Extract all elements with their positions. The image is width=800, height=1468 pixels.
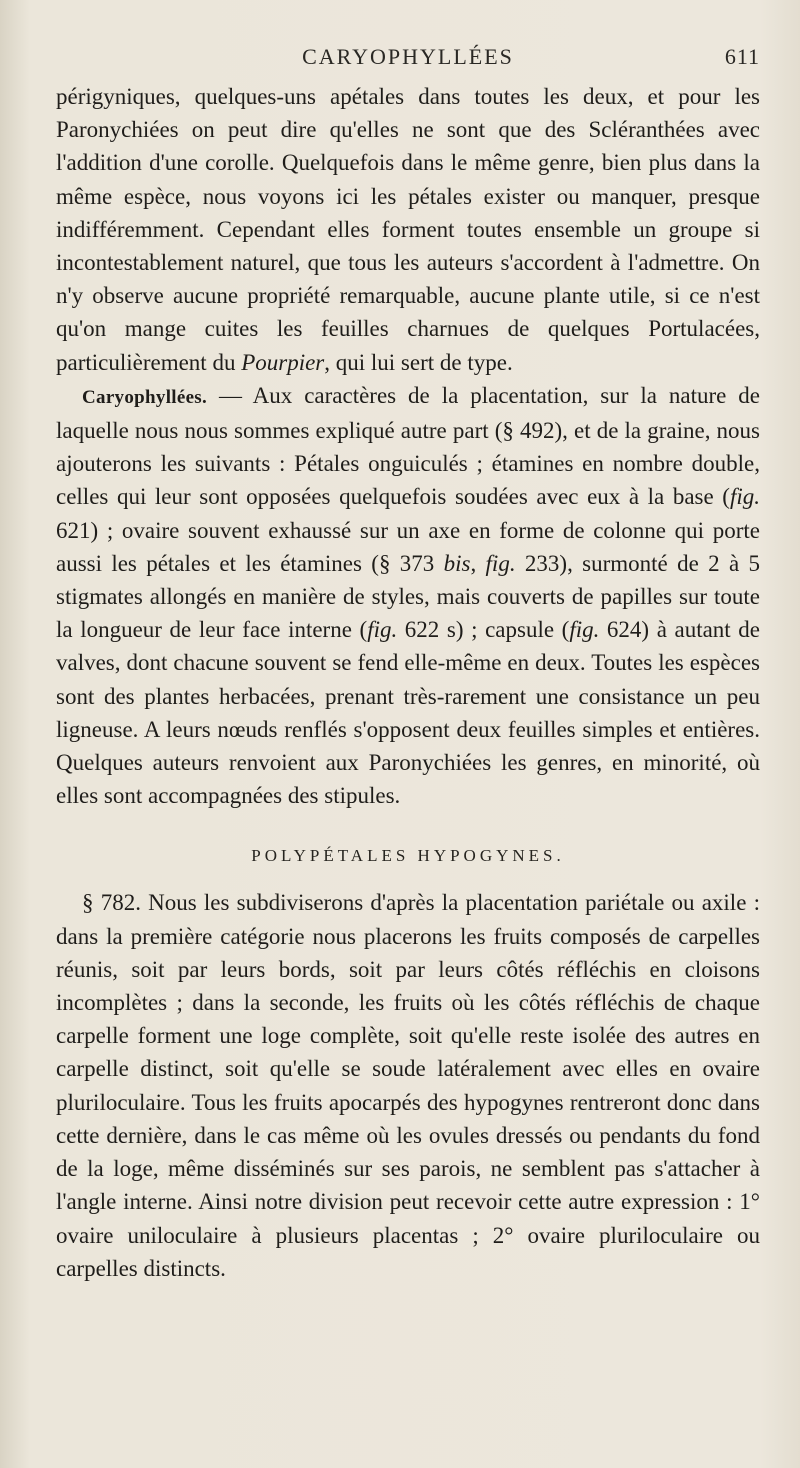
paragraph-2-text-a: — Aux caractères de la placentation, sur la nature de laquelle nous nous sommes expliqué autre part (§ 492), et de la graine, nous ajouterons les suivants : Pétales onguiculés ; étamines en nombre double, celles qui leur sont opposées quelquefois soudées avec eux à la base ( <box>56 382 760 510</box>
fig-ref-622: fig. <box>367 617 398 643</box>
paragraph-1-text-a: périgyniques, quelques-uns apétales dans toutes les deux, et pour les Paronychiées on peut dire qu'elles ne sont que des Scléranthées avec l'addition d'une corolle. Quelquefois dans le même genre, bien plus dans la même espèce, nous voyons ici les pétales exister ou manquer, presque indifféremment. Cependant elles forment toutes ensemble un groupe si incontestablement naturel, que tous les auteurs s'accordent à l'admettre. On n'y observe aucune propriété remarquable, aucune plante utile, si ce n'est qu'on mange cuites les feuilles charnues de quelques Portulacées, particulièrement du <box>56 84 760 375</box>
paragraph-2-text-f: 624) à autant de valves, dont chacune souvent se fend elle-même en deux. Toutes les espèces sont des plantes herbacées, prenant très-rarement une consistance un peu ligneuse. A leurs nœuds renflés s'opposent deux feuilles simples et entières. Quelques auteurs renvoient aux Paronychiées les genres, en minorité, où elles sont accompagnées des stipules. <box>56 617 760 809</box>
page-number: 611 <box>724 44 760 69</box>
running-head <box>56 44 760 80</box>
pourpier-italic: Pourpier <box>241 349 325 375</box>
paragraph-2-text-e: 622 s) ; capsule ( <box>397 617 570 643</box>
paragraph-2-text-c: , <box>470 550 486 576</box>
paragraph-caryophyllees <box>56 379 760 813</box>
paragraph-2-text-d: 233), surmonté de 2 à 5 stigmates allongés en manière de styles, mais couverts de papilles sur toute la longueur de leur face interne ( <box>56 550 760 643</box>
paragraph-2-text-b: 621) ; ovaire souvent exhaussé sur un axe en forme de colonne qui porte aussi les pétales et les étamines (§ 373 <box>56 517 760 576</box>
paragraph-782: § 782. Nous les subdiviserons d'après la placentation pariétale ou axile : dans la première catégorie nous placerons les fruits composés de carpelles réunis, soit par leurs bords, soit par leurs côtés réfléchis en cloisons incomplètes ; dans la seconde, les fruits où les côtés réfléchis de chaque carpelle forment une loge complète, soit qu'elle reste isolée des autres en carpelle distinct, soit qu'elle se soude latéralement avec elles en ovaire pluriloculaire. Tous les fruits apocarpés des hypogynes rentreront donc dans cette dernière, dans le cas même où les ovules dressés ou pendants du fond de la loge, même disséminés sur ses parois, ne semblent pas s'attacher à l'angle interne. Ainsi notre division peut recevoir cette autre expression : 1° ovaire uniloculaire à plusieurs placentas ; 2° ovaire pluriloculaire ou carpelles distincts. <box>56 890 760 1281</box>
fig-ref-233: fig. <box>485 550 516 576</box>
fig-ref-621: fig. <box>729 484 760 510</box>
paragraph-1-text-b: , qui lui sert de type. <box>324 349 513 375</box>
running-title: CARYOPHYLLÉES <box>302 44 514 69</box>
run-in-heading: Caryophyllées. <box>82 386 208 408</box>
section-heading: POLYPÉTALES HYPOGYNES. <box>251 846 565 866</box>
bis-italic: bis <box>443 550 471 576</box>
body-text <box>56 80 760 1285</box>
fig-ref-624: fig. <box>569 617 600 643</box>
paragraph-1 <box>56 80 760 379</box>
